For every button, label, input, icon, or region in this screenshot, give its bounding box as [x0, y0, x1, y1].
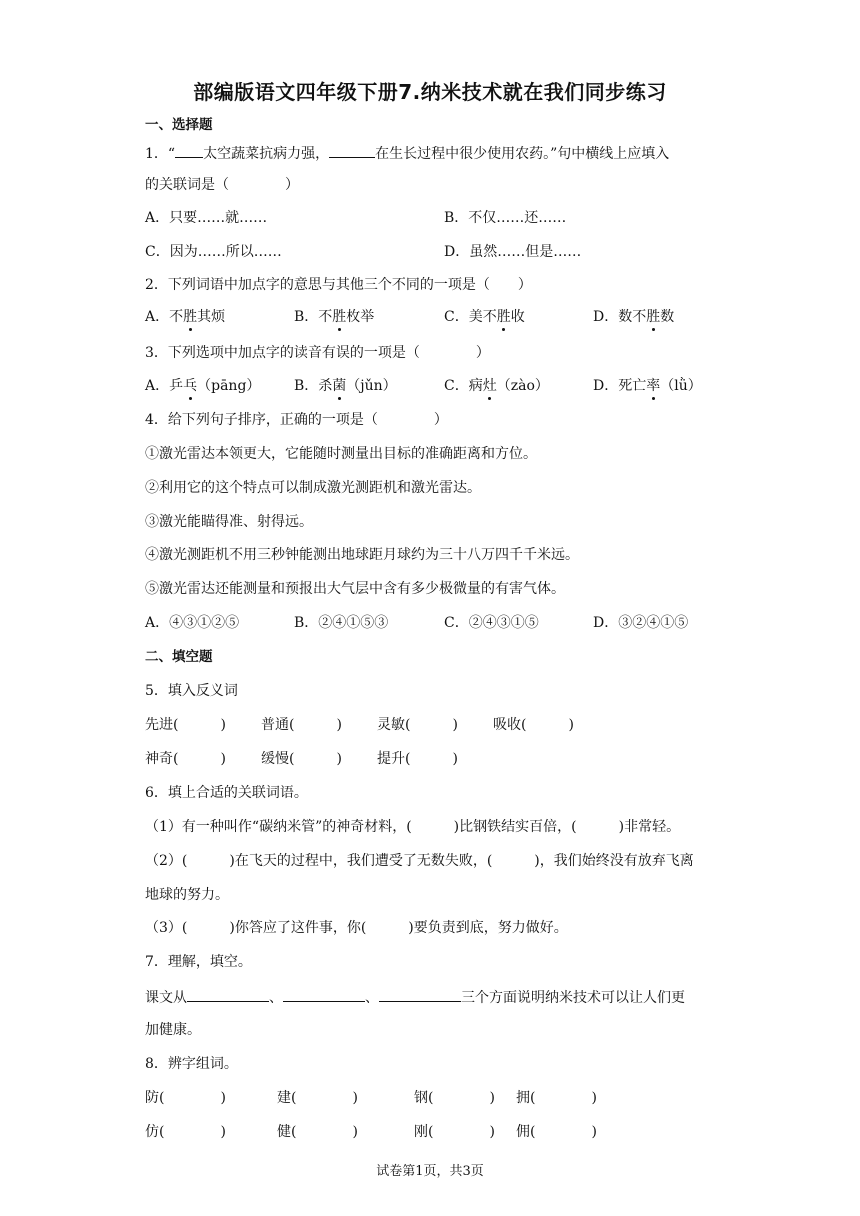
q8-item: 仿( )	[145, 1124, 226, 1140]
q2-c-dotted-char: 胜	[496, 309, 511, 325]
q3-option-b: B．杀菌（jǔn）	[294, 378, 397, 394]
q6-line-1: （1）有一种叫作“碳纳米管”的神奇材料，( )比钢铁结实百倍，( )非常轻。	[145, 819, 681, 835]
q2-b-dotted-char: 胜	[332, 309, 347, 325]
q5-item: 灵敏( )	[377, 717, 458, 733]
q3-a-dotted-char: 乓	[183, 378, 198, 394]
q4-sentence-4: ④激光测距机不用三秒钟能测出地球距月球约为三十八万四千千米远。	[145, 547, 579, 563]
q2-option-a: A．不胜其烦	[145, 309, 226, 325]
q2-option-d: D．数不胜数	[593, 309, 675, 325]
q1-blank-2	[329, 143, 375, 158]
q8-item: 刚( )	[414, 1124, 495, 1140]
q1-blank-1	[175, 143, 203, 158]
page-title: 部编版语文四年级下册7.纳米技术就在我们同步练习	[193, 80, 667, 104]
q8-item: 建( )	[277, 1090, 358, 1106]
question-8-stem: 8．辨字组词。	[145, 1056, 238, 1072]
q5-item: 提升( )	[377, 751, 458, 767]
q8-item: 佣( )	[516, 1124, 597, 1140]
q2-a-dotted-char: 胜	[183, 309, 198, 325]
q6-line-2: （2）( )在飞天的过程中，我们遭受了无数失败，( )，我们始终没有放弃飞离	[145, 853, 694, 869]
q7-blank-2	[283, 987, 365, 1002]
q4-option-d: D．③②④①⑤	[593, 615, 689, 631]
q4-option-b: B．②④①⑤③	[294, 615, 389, 631]
q7-line-1: 课文从 、 、 三个方面说明纳米技术可以让人们更	[145, 987, 685, 1007]
q8-item: 钢( )	[414, 1090, 495, 1106]
q5-item: 先进( )	[145, 717, 226, 733]
q5-item: 神奇( )	[145, 751, 226, 767]
q3-option-d: D．死亡率（lǜ）	[593, 378, 702, 394]
q3-option-a: A．乒乓（pāng）	[145, 378, 261, 394]
question-3-stem: 3．下列选项中加点字的读音有误的一项是（ ）	[145, 345, 490, 361]
question-7-stem: 7．理解，填空。	[145, 954, 252, 970]
q3-c-dotted-char: 灶	[482, 378, 497, 394]
q1-option-d: D．虽然……但是……	[444, 244, 582, 260]
q1-option-c: C．因为……所以……	[145, 244, 282, 260]
q7-blank-3	[379, 987, 461, 1002]
q7-blank-1	[187, 987, 269, 1002]
q2-d-dotted-char: 胜	[646, 309, 661, 325]
q3-d-dotted-char: 率	[646, 378, 661, 394]
q1-number: 1．“	[145, 146, 176, 162]
q4-sentence-3: ③激光能瞄得准、射得远。	[145, 514, 313, 530]
section-choice-heading: 一、选择题	[145, 117, 213, 133]
q1-text-post: 在生长过程中很少使用农药。”句中横线上应填入	[375, 146, 670, 162]
q2-option-c: C．美不胜收	[444, 309, 525, 325]
q8-item: 健( )	[277, 1124, 358, 1140]
q5-item: 吸收( )	[493, 717, 574, 733]
q6-line-4: （3）( )你答应了这件事，你( )要负责到底，努力做好。	[145, 920, 568, 936]
q4-sentence-2: ②利用它的这个特点可以制成激光测距机和激光雷达。	[145, 480, 481, 496]
q8-item: 拥( )	[516, 1090, 597, 1106]
question-4-stem: 4．给下列句子排序，正确的一项是（ ）	[145, 412, 448, 428]
q3-b-dotted-char: 菌	[332, 378, 347, 394]
q4-sentence-1: ①激光雷达本领更大，它能随时测量出目标的准确距离和方位。	[145, 446, 537, 462]
question-5-stem: 5．填入反义词	[145, 683, 238, 699]
question-1-stem-line2: 的关联词是（ ）	[145, 177, 299, 193]
q2-option-b: B．不胜枚举	[294, 309, 375, 325]
section-fill-heading: 二、填空题	[145, 649, 213, 665]
q1-text-mid: 太空蔬菜抗病力强，	[203, 146, 330, 162]
q5-item: 缓慢( )	[261, 751, 342, 767]
question-6-stem: 6．填上合适的关联词语。	[145, 785, 308, 801]
question-2-stem: 2．下列词语中加点字的意思与其他三个不同的一项是（ ）	[145, 277, 532, 293]
q6-line-3: 地球的努力。	[145, 887, 229, 903]
q7-line-2: 加健康。	[145, 1022, 201, 1038]
question-1-stem	[145, 143, 669, 163]
page-footer: 试卷第1页，共3页	[376, 1164, 484, 1179]
q4-option-c: C．②④③①⑤	[444, 615, 539, 631]
q5-item: 普通( )	[261, 717, 342, 733]
q1-option-b: B．不仅……还……	[444, 210, 567, 226]
q8-item: 防( )	[145, 1090, 226, 1106]
q1-option-a: A．只要……就……	[145, 210, 268, 226]
q4-option-a: A．④③①②⑤	[145, 615, 240, 631]
q4-sentence-5: ⑤激光雷达还能测量和预报出大气层中含有多少极微量的有害气体。	[145, 581, 565, 597]
q3-option-c: C．病灶（zào）	[444, 378, 549, 394]
